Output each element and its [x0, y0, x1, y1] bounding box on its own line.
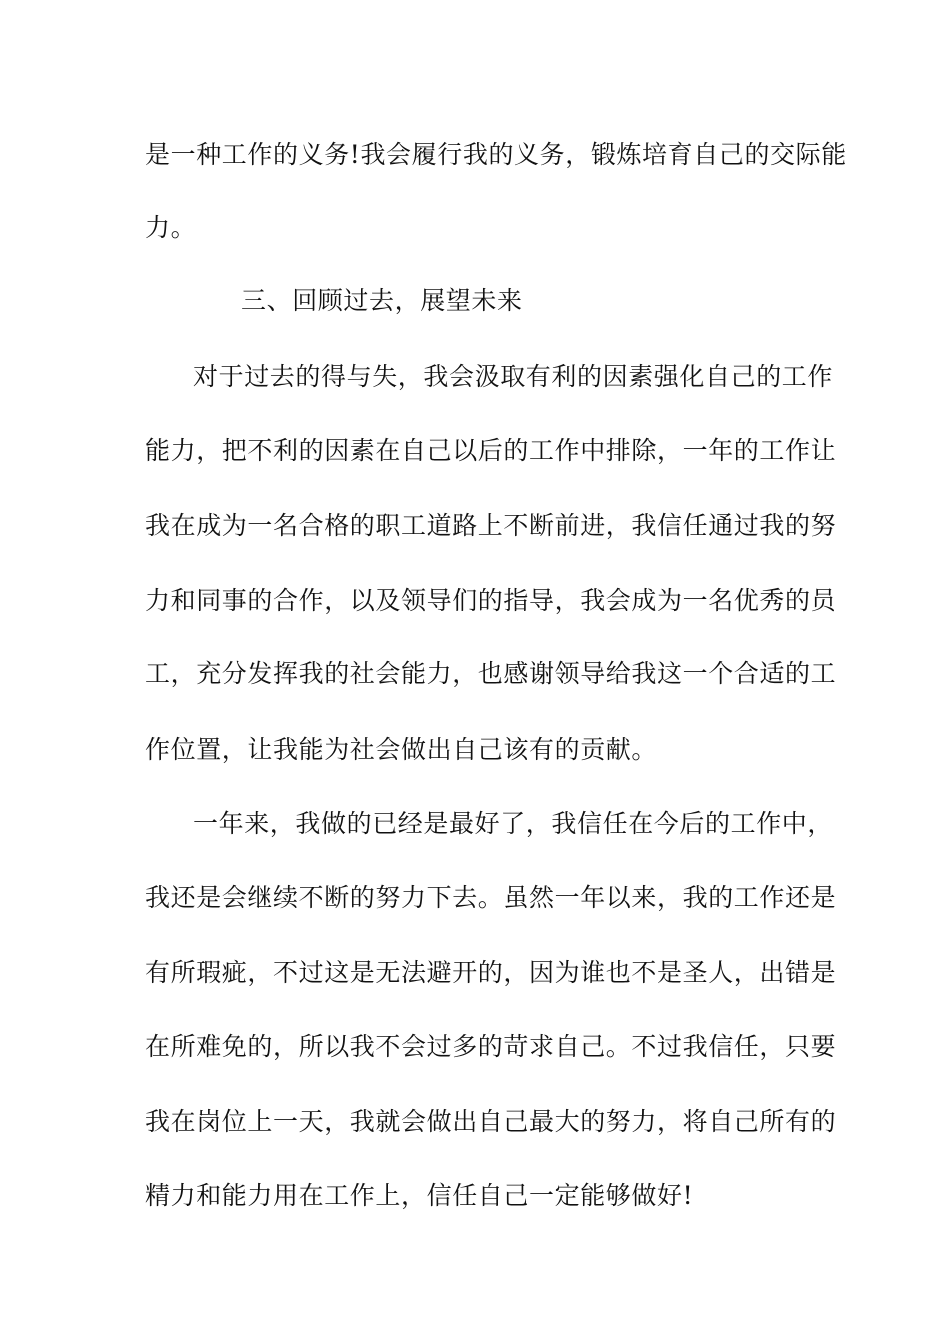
text-line: 力。 [145, 213, 197, 242]
text-line: 我在岗位上一天，我就会做出自己最大的努力，将自己所有的 [145, 1107, 837, 1136]
text-line: 作位置，让我能为社会做出自己该有的贡献。 [145, 735, 658, 764]
text-line: 能力，把不利的因素在自己以后的工作中排除，一年的工作让 [145, 436, 837, 465]
section-heading: 三、回顾过去，展望未来 [241, 286, 523, 315]
text-line: 对于过去的得与失，我会汲取有利的因素强化自己的工作 [193, 362, 834, 391]
text-line: 在所难免的，所以我不会过多的苛求自己。不过我信任，只要 [145, 1032, 837, 1061]
text-line: 力和同事的合作，以及领导们的指导，我会成为一名优秀的员 [145, 586, 837, 615]
text-line: 有所瑕疵，不过这是无法避开的，因为谁也不是圣人，出错是 [145, 958, 837, 987]
text-line: 我在成为一名合格的职工道路上不断前进，我信任通过我的努 [145, 511, 837, 540]
text-line: 是一种工作的义务!我会履行我的义务，锻炼培育自己的交际能 [145, 140, 847, 169]
text-line: 一年来，我做的已经是最好了，我信任在今后的工作中， [193, 809, 834, 838]
text-line: 工，充分发挥我的社会能力，也感谢领导给我这一个合适的工 [145, 659, 837, 688]
text-line: 精力和能力用在工作上，信任自己一定能够做好! [145, 1181, 694, 1210]
text-line: 我还是会继续不断的努力下去。虽然一年以来，我的工作还是 [145, 883, 837, 912]
